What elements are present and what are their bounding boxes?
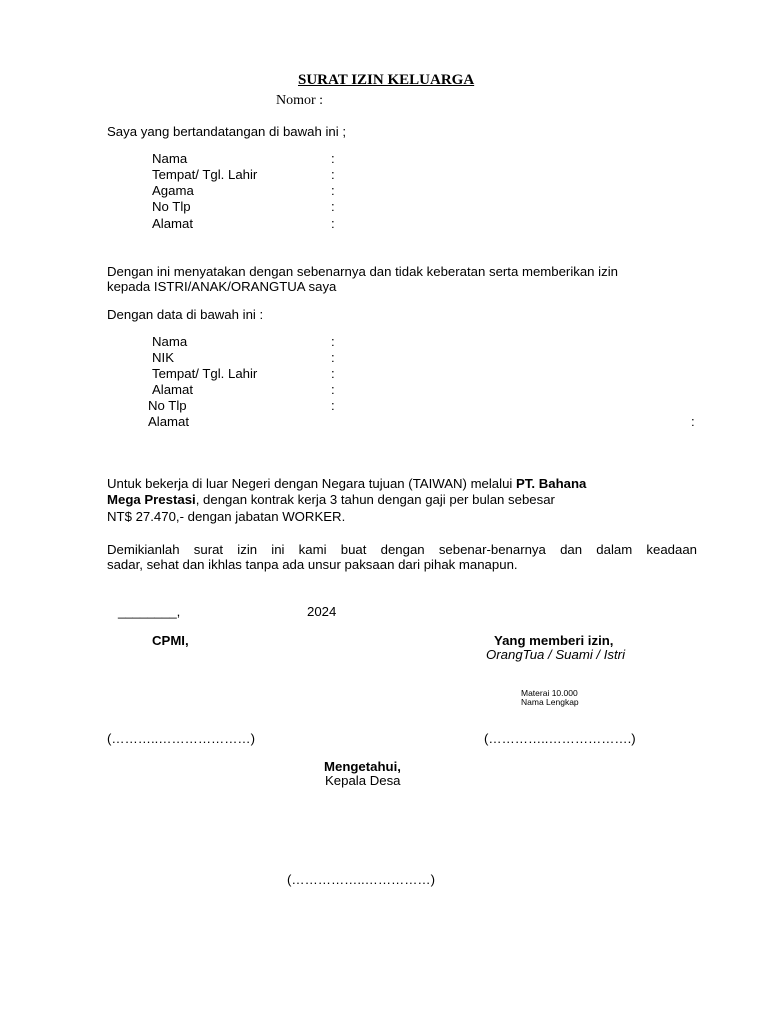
subject-field-label: Nama — [152, 334, 188, 349]
intro-text: Saya yang bertandatangan di bawah ini ; — [107, 124, 347, 139]
signer-field-colon: : — [331, 216, 335, 231]
signer-field-colon: : — [331, 151, 335, 166]
signer-field-label: No Tlp — [152, 199, 191, 214]
witness-signature-line: (……………..……………) — [287, 872, 435, 887]
document-title: SURAT IZIN KELUARGA — [298, 72, 475, 88]
signer-field-colon: : — [331, 167, 335, 182]
subject-field-label: Alamat — [152, 382, 194, 397]
signer-field-label: Nama — [152, 151, 188, 166]
work-line-1-text: Untuk bekerja di luar Negeri dengan Negara tujuan (TAIWAN) melalui — [107, 476, 517, 491]
statement-line-1: Dengan ini menyatakan dengan sebenarnya dan tidak keberatan serta memberikan izin — [107, 264, 618, 279]
subject-field-label: Alamat — [148, 414, 190, 429]
subject-field-colon: : — [691, 414, 695, 429]
signer-field-label: Alamat — [152, 216, 194, 231]
company-name-part-2: Mega Prestasi — [107, 492, 196, 507]
subject-field-colon: : — [331, 366, 335, 381]
cpmi-signature-line: (………..…………………) — [107, 731, 255, 746]
subject-field-label: No Tlp — [148, 398, 187, 413]
signer-field-label: Agama — [152, 183, 194, 198]
signer-field-label: Tempat/ Tgl. Lahir — [152, 167, 258, 182]
witness-label: Mengetahui, — [324, 759, 401, 774]
subject-field-colon: : — [331, 398, 335, 413]
cpmi-label: CPMI, — [152, 633, 189, 648]
closing-line-2: sadar, sehat dan ikhlas tanpa ada unsur paksaan dari pihak manapun. — [107, 557, 518, 572]
work-line-1 — [107, 476, 586, 492]
nomor-label: Nomor : — [276, 93, 324, 108]
giver-label: Yang memberi izin, — [494, 633, 614, 648]
data-intro-text: Dengan data di bawah ini : — [107, 307, 264, 322]
work-line-3: NT$ 27.470,- dengan jabatan WORKER. — [107, 509, 346, 524]
nama-lengkap-note: Nama Lengkap — [521, 697, 579, 707]
giver-relation: OrangTua / Suami / Istri — [486, 647, 626, 662]
subject-field-colon: : — [331, 334, 335, 349]
work-line-2 — [107, 492, 555, 508]
signer-field-colon: : — [331, 199, 335, 214]
work-line-2-text: , dengan kontrak kerja 3 tahun dengan gaji per bulan sebesar — [195, 492, 555, 507]
statement-line-2: kepada ISTRI/ANAK/ORANGTUA saya — [107, 279, 337, 294]
witness-title: Kepala Desa — [325, 773, 401, 788]
date-place-blank: ________, — [118, 604, 181, 619]
subject-field-label: Tempat/ Tgl. Lahir — [152, 366, 258, 381]
closing-line-1: Demikianlah surat izin ini kami buat dengan sebenar-benarnya dan dalam keadaan — [107, 542, 697, 557]
giver-signature-line: (…………..……………….) — [484, 731, 636, 746]
materai-note: Materai 10.000 — [521, 688, 578, 698]
subject-field-label: NIK — [152, 350, 174, 365]
subject-field-colon: : — [331, 382, 335, 397]
subject-field-colon: : — [331, 350, 335, 365]
signer-field-colon: : — [331, 183, 335, 198]
date-year: 2024 — [307, 604, 337, 619]
company-name-part-1: PT. Bahana — [516, 476, 587, 491]
